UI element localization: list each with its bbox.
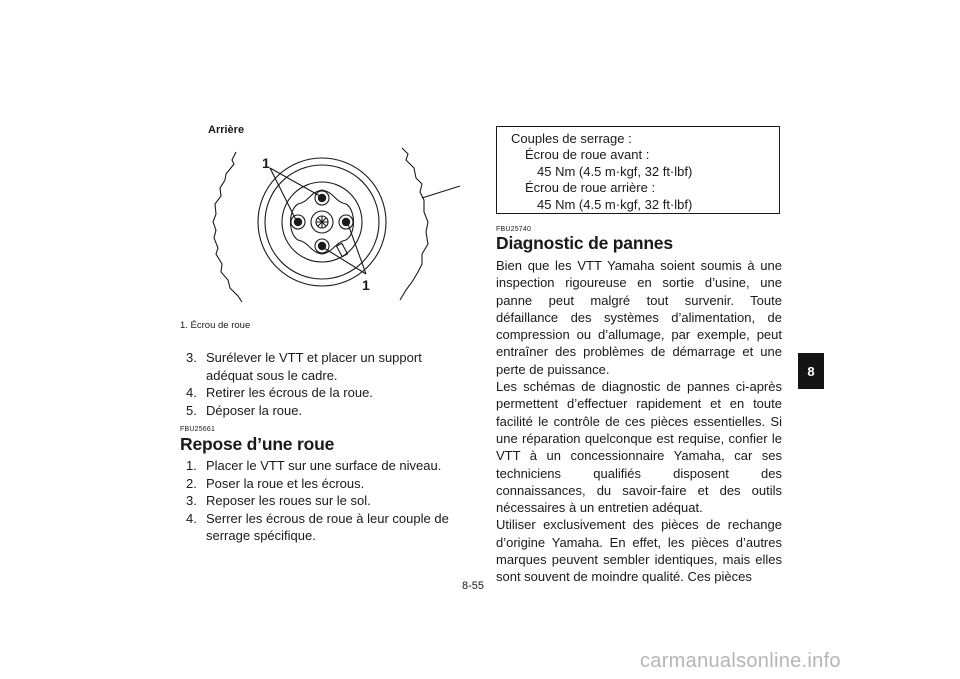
paragraph: Bien que les VTT Yamaha soient soumis à une inspection rigoureuse en sortie d’usine, une panne peut malgré tout survenir. Toute défaillance des systèmes d’alimentation, de compression ou d’allumage, par exemple, peut entraîner des problèmes de démarrage et une perte de puissance. [496,258,782,377]
list-item [180,384,472,402]
figure-label: Arrière [208,124,245,136]
callout-1-bottom: 1 [362,277,370,293]
step-text: Reposer les roues sur le sol. [206,493,371,508]
step-number: 1. [186,458,197,473]
torque-front-value: 45 Nm (4.5 m·kgf, 32 ft·lbf) [537,163,693,179]
step-number: 4. [186,385,197,400]
section-heading-repose: Repose d’une roue [180,434,335,454]
page-number: 8-55 [462,580,485,592]
installation-steps-list [180,457,472,545]
torque-rear-label: Écrou de roue arrière : [525,180,656,196]
paragraph: Utiliser exclusivement des pièces de rechange d’origine Yamaha. En effet, les pièces d’autres marques peuvent sembler identiques, mais elles sont souvent de moindre qualité. Ces pièces [496,517,782,585]
list-item [180,457,472,475]
tire-right-outline [400,148,428,300]
section-heading-diagnostic: Diagnostic de pannes [496,233,673,253]
step-text: Serrer les écrous de roue à leur couple de serrage spécifique. [206,510,449,543]
torque-front-label: Écrou de roue avant : [525,147,650,163]
step-number: 3. [186,493,197,508]
step-number: 5. [186,402,197,418]
torque-rear-value: 45 Nm (4.5 m·kgf, 32 ft·lbf) [537,196,693,212]
step-text: Surélever le VTT et placer un support adéquat sous le cadre. [206,350,422,383]
list-item [180,349,472,384]
tire-left-outline [213,152,242,302]
torque-title: Couples de serrage : [511,131,632,146]
step-text: Déposer la roue. [206,402,303,418]
list-item [180,475,472,493]
step-number: 4. [186,510,197,526]
removal-steps-list [180,349,472,419]
figure-caption: 1. Écrou de roue [180,320,251,331]
wheel-illustration [198,140,468,308]
step-number: 2. [186,475,197,491]
watermark: carmanualsonline.info [640,650,841,672]
list-item [180,510,472,545]
torque-spec-box [496,126,780,214]
list-item [180,402,472,420]
chapter-tab: 8 [798,353,824,389]
list-item [180,492,472,510]
step-text: Poser la roue et les écrous. [206,475,365,491]
section-code: FBU25661 [180,426,216,433]
callout-1-top: 1 [262,155,270,171]
step-text: Placer le VTT sur une surface de niveau. [206,458,442,473]
diagnostic-body-text [496,257,782,586]
step-text: Retirer les écrous de la roue. [206,385,373,400]
step-number: 3. [186,350,197,365]
paragraph: Les schémas de diagnostic de pannes ci-après permettent d’effectuer rapidement et en toute facilité le contrôle de ces pièces essentielles. Si une réparation quelconque est requise, confier le VTT à un concessionnaire Yamaha, car ses techniciens qualifiés disposent des connaissances, du savoir-faire et des outils nécessaires à un entretien adéquat. [496,379,782,516]
section-code: FBU25740 [496,226,532,233]
